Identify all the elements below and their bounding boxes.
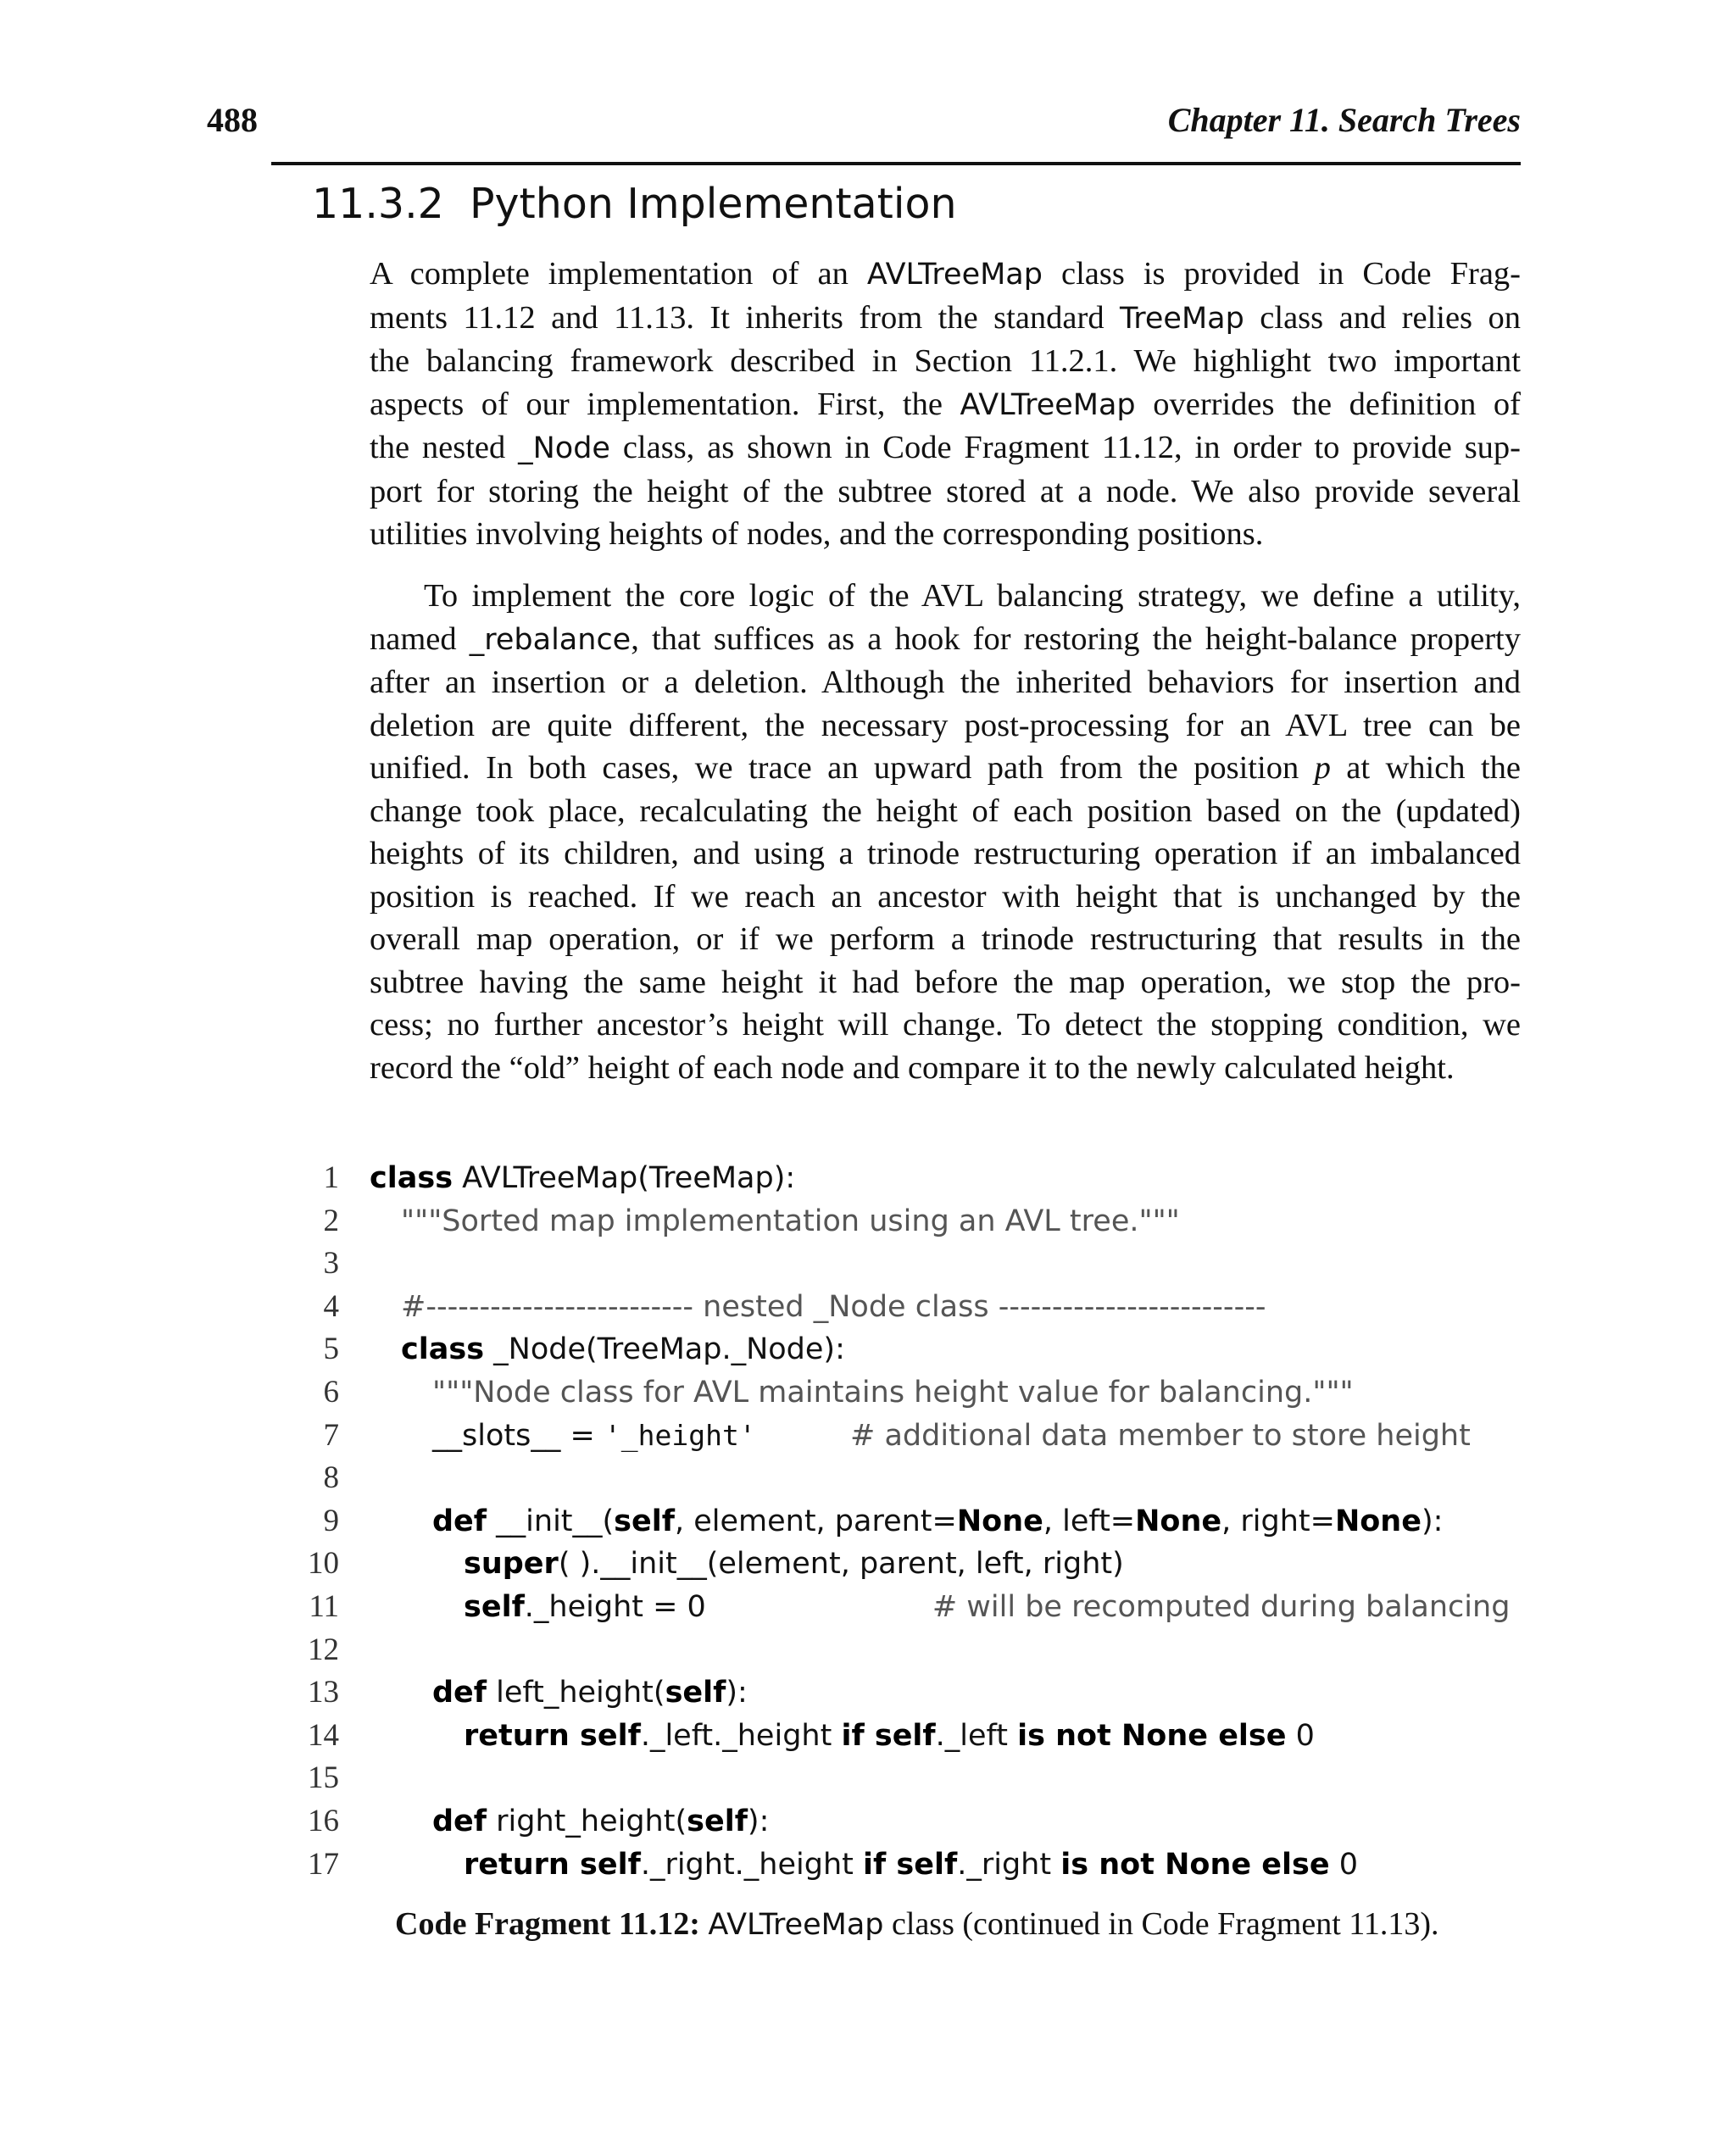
text-run: change took place, recalculating the height of each position based on the (updated) (370, 792, 1521, 829)
text-run: overrides the definition of (1135, 386, 1521, 422)
text-line (370, 961, 1521, 1004)
math-variable: p (1314, 750, 1331, 786)
line-number: 15 (308, 1760, 339, 1796)
code-text (370, 1800, 769, 1843)
line-number: 16 (308, 1803, 339, 1838)
line-number: 7 (323, 1417, 339, 1453)
code-line (288, 1371, 1526, 1415)
code-text (370, 1715, 1315, 1758)
code-keyword: class (401, 1332, 485, 1367)
line-number: 8 (323, 1460, 339, 1496)
code-token: __init__( (487, 1504, 615, 1538)
code-comment: # will be recomputed during balancing (932, 1589, 1511, 1624)
code-line (288, 1629, 1526, 1672)
code-line (288, 1500, 1526, 1543)
code-token: , right= (1221, 1504, 1335, 1538)
text-run: port for storing the height of the subtree stored at a node. We also provide several (370, 473, 1521, 509)
text-run: utilities involving heights of nodes, and the corresponding positions. (370, 516, 1264, 552)
code-line (288, 1800, 1526, 1843)
code-token: ( ).__init__(element, parent, left, right) (558, 1547, 1124, 1582)
code-token: ._right._height (640, 1847, 863, 1882)
text-line (370, 704, 1521, 748)
code-keyword: return self (464, 1847, 641, 1882)
code-token: AVLTreeMap(TreeMap): (453, 1161, 796, 1195)
code-line (288, 1415, 1526, 1458)
code-token: , element, parent= (674, 1504, 957, 1538)
code-docstring: """Sorted map implementation using an AVL tree.""" (401, 1204, 1180, 1238)
header-rule (271, 162, 1521, 165)
code-token: _Node(TreeMap._Node): (484, 1332, 845, 1367)
caption-label: Code Fragment 11.12: (395, 1906, 700, 1942)
text-line (370, 470, 1521, 514)
code-comment: # additional data member to store height (850, 1418, 1471, 1453)
code-token: ._left._height (640, 1718, 842, 1753)
text-run: record the “old” height of each node and compare it to the newly calculated height. (370, 1049, 1455, 1086)
code-line (288, 1586, 1526, 1629)
code-keyword: None (1334, 1504, 1422, 1538)
code-token: __slots__ = (432, 1418, 604, 1453)
section-number: 11.3.2 (312, 180, 444, 228)
code-text (370, 1586, 1510, 1629)
text-line (370, 790, 1521, 833)
code-token: , left= (1043, 1504, 1136, 1538)
text-run: deletion are quite different, the necessary post-processing for an AVL tree can be (370, 707, 1521, 743)
code-line (288, 1671, 1526, 1715)
code-line (288, 1715, 1526, 1758)
code-text (370, 1328, 845, 1371)
text-line (370, 340, 1521, 383)
text-run: cess; no further ancestor’s height will change. To detect the stopping condition, we (370, 1007, 1521, 1043)
code-line (288, 1200, 1526, 1243)
text-run: ments 11.12 and 11.13. It inherits from the standard (370, 299, 1121, 336)
running-chapter-title: Chapter 11. Search Trees (1167, 101, 1521, 139)
code-keyword: self (687, 1804, 748, 1838)
code-line (288, 1457, 1526, 1500)
text-line (370, 426, 1521, 470)
text-run: , that suffices as a hook for restoring the height-balance property (631, 620, 1521, 657)
code-line (288, 1757, 1526, 1800)
code-token: '_height' (604, 1418, 756, 1452)
text-line (370, 513, 1521, 556)
code-fragment (288, 1157, 1526, 1886)
text-line (370, 1047, 1521, 1090)
text-run: position is reached. If we reach an ancestor with height that is unchanged by the (370, 878, 1521, 915)
text-line (370, 832, 1521, 876)
text-run: after an insertion or a deletion. Although the inherited behaviors for insertion and (370, 665, 1521, 700)
text-run: the balancing framework described in Section 11.2.1. We highlight two important (370, 343, 1521, 379)
section-heading (312, 180, 957, 228)
code-token: ._right (957, 1847, 1061, 1882)
text-run: unified. In both cases, we trace an upward path from the position (370, 750, 1315, 786)
line-number: 11 (309, 1588, 339, 1624)
page-header (207, 100, 1521, 151)
code-token: 0 (1329, 1847, 1359, 1882)
code-line (288, 1328, 1526, 1371)
caption-class-name: AVLTreeMap (708, 1908, 884, 1942)
code-comment: #------------------------- nested _Node class ------------------------- (401, 1289, 1266, 1324)
code-line (288, 1243, 1526, 1286)
text-run: class, as shown in Code Fragment 11.12, in order to provide sup- (609, 430, 1521, 465)
code-keyword: self (665, 1676, 726, 1710)
code-caption (395, 1905, 1439, 1943)
code-text (370, 1671, 748, 1715)
code-text (370, 1200, 1180, 1243)
line-number: 12 (308, 1632, 339, 1667)
line-number: 5 (323, 1332, 339, 1367)
code-keyword: is not None else (1060, 1847, 1330, 1882)
code-keyword: None (956, 1504, 1043, 1538)
text-run: at which the (1330, 750, 1521, 786)
code-text (370, 1286, 1266, 1329)
line-number: 9 (323, 1503, 339, 1538)
code-identifier: TreeMap (1120, 301, 1244, 336)
line-number: 6 (323, 1374, 339, 1410)
text-line (370, 618, 1521, 662)
text-line (370, 747, 1521, 790)
code-token: ._left (935, 1718, 1018, 1753)
code-keyword: class (370, 1161, 453, 1195)
code-keyword: return self (464, 1718, 641, 1753)
code-token: right_height( (487, 1804, 687, 1838)
code-identifier: AVLTreeMap (960, 387, 1136, 422)
code-keyword: self (464, 1589, 525, 1624)
text-run: named (370, 620, 470, 657)
line-number: 1 (323, 1160, 339, 1195)
code-token (756, 1419, 850, 1453)
code-identifier: AVLTreeMap (866, 258, 1043, 292)
text-run: class and relies on (1244, 299, 1521, 336)
code-token: ): (1421, 1504, 1444, 1538)
text-run: aspects of our implementation. First, the (370, 386, 960, 422)
code-keyword: None (1135, 1504, 1222, 1538)
code-keyword: self (614, 1504, 675, 1538)
paragraph-intro (370, 253, 1521, 556)
text-run: To implement the core logic of the AVL balancing strategy, we define a utility, (424, 578, 1521, 614)
text-run: A complete implementation of an (370, 256, 867, 292)
text-line (370, 1004, 1521, 1047)
section-title: Python Implementation (470, 180, 957, 228)
text-line (370, 253, 1521, 297)
text-line (370, 876, 1521, 919)
text-line (370, 661, 1521, 704)
line-number: 13 (308, 1675, 339, 1710)
text-line (370, 297, 1521, 341)
code-keyword: def (432, 1676, 487, 1710)
text-run: class is provided in Code Frag- (1042, 256, 1521, 292)
code-token: ._height = 0 (524, 1589, 932, 1624)
line-number: 2 (323, 1203, 339, 1238)
code-text (370, 1415, 1471, 1458)
code-identifier: _rebalance (469, 622, 632, 657)
code-text (370, 1371, 1354, 1415)
text-line (370, 383, 1521, 427)
code-token: ): (726, 1676, 748, 1710)
text-line (370, 575, 1521, 618)
code-token: ): (747, 1804, 770, 1838)
caption-text: class (continued in Code Fragment 11.13). (883, 1906, 1439, 1942)
line-number: 17 (308, 1846, 339, 1882)
text-line (370, 918, 1521, 961)
code-text (370, 1543, 1124, 1586)
code-text (370, 1157, 795, 1200)
code-keyword: if self (841, 1718, 936, 1753)
code-keyword: def (432, 1504, 487, 1538)
code-line (288, 1843, 1526, 1887)
line-number: 3 (323, 1246, 339, 1282)
line-number: 10 (308, 1546, 339, 1582)
code-line (288, 1157, 1526, 1200)
page-number: 488 (207, 101, 258, 139)
text-run: subtree having the same height it had before the map operation, we stop the pro- (370, 964, 1521, 1000)
code-docstring: """Node class for AVL maintains height value for balancing.""" (432, 1375, 1354, 1410)
code-token: left_height( (487, 1676, 665, 1710)
code-keyword: is not None else (1017, 1718, 1287, 1753)
code-token: 0 (1286, 1718, 1315, 1753)
code-identifier: _Node (518, 431, 610, 465)
text-run: the nested (370, 430, 519, 465)
code-keyword: super (464, 1547, 559, 1582)
text-run: heights of its children, and using a trinode restructuring operation if an imbalanced (370, 836, 1521, 871)
code-text (370, 1500, 1443, 1543)
line-number: 4 (323, 1288, 339, 1324)
code-line (288, 1286, 1526, 1329)
code-keyword: def (432, 1804, 487, 1838)
text-run: overall map operation, or if we perform a trinode restructuring that results in the (370, 921, 1521, 957)
code-line (288, 1543, 1526, 1586)
line-number: 14 (308, 1717, 339, 1753)
paragraph-rebalance (370, 575, 1521, 1089)
code-keyword: if self (863, 1847, 958, 1882)
code-text (370, 1843, 1358, 1887)
